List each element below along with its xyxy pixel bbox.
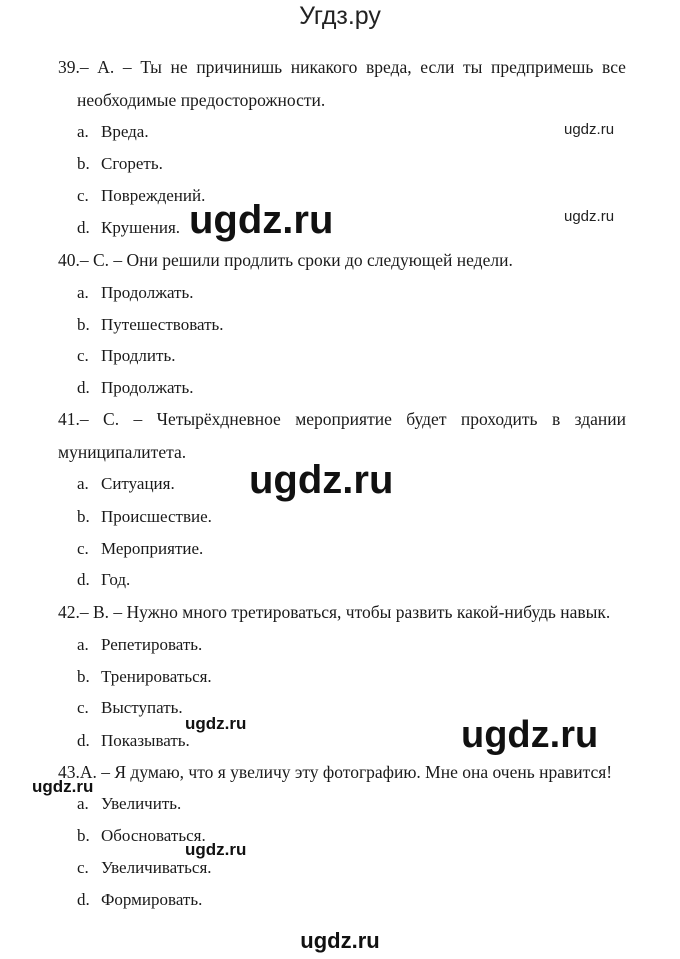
option-43-c: c. Увеличиваться. xyxy=(77,858,212,877)
word: никакого xyxy=(290,57,358,77)
word: – xyxy=(122,57,132,77)
watermark-large: ugdz.ru xyxy=(461,714,599,756)
option-39-a: a. Вреда. xyxy=(77,122,149,141)
option-43-b: b. Обосноваться. xyxy=(77,826,206,845)
option-40-d: d. Продолжать. xyxy=(77,378,194,397)
word: проходить xyxy=(460,409,538,429)
word: не xyxy=(170,57,188,77)
word: Четырёхдневное xyxy=(156,409,281,429)
word: предпримешь xyxy=(491,57,594,77)
option-42-a: a. Репетировать. xyxy=(77,635,203,654)
word: причинишь xyxy=(196,57,283,77)
word: здании xyxy=(574,409,626,429)
option-39-c: c. Повреждений. xyxy=(77,186,206,205)
question-41-line-1 xyxy=(58,408,626,430)
word: Ты xyxy=(140,57,162,77)
watermark-large: ugdz.ru xyxy=(249,458,394,502)
option-42-d: d. Показывать. xyxy=(77,731,190,750)
word: ты xyxy=(463,57,483,77)
watermark: ugdz.ru xyxy=(185,840,247,859)
word: А. xyxy=(97,57,115,77)
word: C. xyxy=(103,409,120,429)
footer-watermark: ugdz.ru xyxy=(300,928,380,953)
word: 41.– xyxy=(58,409,89,429)
word: мероприятие xyxy=(295,409,392,429)
page-title: Угдз.ру xyxy=(299,2,381,30)
question-41-line-2: муниципалитета. xyxy=(58,442,187,462)
option-40-b: b. Путешествовать. xyxy=(77,315,224,334)
word: – xyxy=(133,409,143,429)
option-41-d: d. Год. xyxy=(77,570,131,589)
option-41-b: b. Происшествие. xyxy=(77,507,212,526)
watermark: ugdz.ru xyxy=(564,208,615,225)
watermark: ugdz.ru xyxy=(564,121,615,138)
word: вреда, xyxy=(366,57,412,77)
option-41-a: a. Ситуация. xyxy=(77,474,175,493)
watermark: ugdz.ru xyxy=(185,714,247,733)
option-40-a: a. Продолжать. xyxy=(77,283,194,302)
word: 39.– xyxy=(58,57,89,77)
question-39-line-1 xyxy=(58,56,626,78)
option-42-b: b. Тренироваться. xyxy=(77,667,212,686)
question-43-line-1: 43.A. – Я думаю, что я увеличу эту фотографию. Мне она очень нравится! xyxy=(58,762,613,782)
word: если xyxy=(420,57,455,77)
watermark-large: ugdz.ru xyxy=(189,198,334,242)
question-40-line-1: 40.– C. – Они решили продлить сроки до следующей недели. xyxy=(58,250,513,270)
word: все xyxy=(602,57,626,77)
option-41-c: c. Мероприятие. xyxy=(77,539,204,558)
question-42-line-1: 42.– B. – Нужно много третироваться, чтобы развить какой-нибудь навык. xyxy=(58,602,611,622)
option-42-c: c. Выступать. xyxy=(77,698,183,717)
word: будет xyxy=(406,409,447,429)
option-43-d: d. Формировать. xyxy=(77,890,203,909)
option-39-d: d. Крушения. xyxy=(77,218,181,237)
option-40-c: c. Продлить. xyxy=(77,346,176,365)
word: в xyxy=(551,409,561,429)
watermark: ugdz.ru xyxy=(32,777,94,796)
option-39-b: b. Сгореть. xyxy=(77,154,163,173)
option-43-a: a. Увеличить. xyxy=(77,794,182,813)
question-39-line-2: необходимые предосторожности. xyxy=(77,90,326,110)
